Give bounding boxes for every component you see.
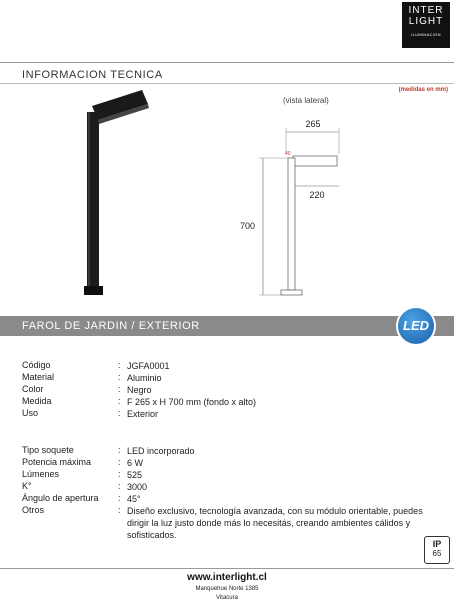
spec-separator: :	[118, 408, 121, 418]
spec-separator: :	[118, 396, 121, 406]
drawing-base	[281, 290, 302, 295]
bollard-base	[84, 286, 103, 295]
spec-value: 6 W	[127, 458, 144, 468]
spec-label: Medida	[22, 396, 52, 406]
spec-label: K°	[22, 481, 32, 491]
drawing-head	[293, 156, 337, 166]
section-title: INFORMACION TECNICA	[22, 69, 163, 81]
view-label: (vista lateral)	[283, 96, 329, 105]
section-divider	[0, 83, 454, 84]
spec-separator: :	[118, 505, 121, 515]
top-divider	[0, 62, 454, 63]
drawing-post	[288, 158, 295, 290]
brand-line2: LIGHT	[408, 16, 444, 27]
spec-value: 45°	[127, 494, 141, 504]
spec-label: Ángulo de apertura	[22, 493, 99, 503]
spec-value: Exterior	[127, 409, 159, 419]
units-note: (medidas en mm)	[398, 87, 448, 93]
spec-label: Tipo soquete	[22, 445, 74, 455]
spec-value: Negro	[127, 385, 152, 395]
spec-separator: :	[118, 493, 121, 503]
spec-label: Otros	[22, 505, 45, 515]
footer-divider	[0, 568, 454, 569]
product-category: FAROL DE JARDIN / EXTERIOR	[22, 320, 200, 332]
spec-separator: :	[118, 360, 121, 370]
spec-separator: :	[118, 384, 121, 394]
spec-value: JGFA0001	[127, 361, 170, 371]
brand-line1: INTER	[408, 5, 444, 16]
technical-drawing	[230, 110, 350, 302]
brand-line3: ILUMINACION	[411, 32, 441, 37]
spec-label: Lúmenes	[22, 469, 60, 479]
spec-value: F 265 x H 700 mm (fondo x alto)	[127, 397, 257, 407]
product-image	[70, 86, 160, 300]
brand-logo	[402, 2, 450, 48]
footer-address-line2: Vitacura	[216, 595, 238, 601]
spec-separator: :	[118, 457, 121, 467]
dim-265-label: 265	[305, 119, 321, 129]
led-badge-icon: LED	[398, 308, 434, 344]
ip-label: IP	[432, 539, 442, 549]
spec-label: Uso	[22, 408, 39, 418]
spec-label: Material	[22, 372, 55, 382]
spec-label: Potencia máxima	[22, 457, 92, 467]
spec-separator: :	[118, 445, 121, 455]
spec-label: Código	[22, 360, 51, 370]
footer-address-line1: Manquehue Norte 1385	[195, 586, 259, 592]
spec-value: LED incorporado	[127, 446, 195, 456]
spec-value: Aluminio	[127, 373, 162, 383]
spec-separator: :	[118, 481, 121, 491]
website-link[interactable]: www.interlight.cl	[187, 572, 267, 583]
dim-220-label: 220	[309, 190, 325, 200]
spec-separator: :	[118, 469, 121, 479]
bollard-post-highlight	[88, 112, 90, 290]
spec-label: Color	[22, 384, 44, 394]
ip-value: 65	[432, 549, 442, 558]
spec-value: Diseño exclusivo, tecnología avanzada, con su módulo orientable, puedes dirigir la luz justo donde más lo necesitás, creando ambientes cálidos y sofisticados.	[127, 506, 423, 540]
ip-rating-badge-icon	[424, 536, 450, 564]
spec-value: 3000	[127, 482, 148, 492]
spec-separator: :	[118, 372, 121, 382]
dim-40-label: 40	[285, 151, 291, 157]
spec-value: 525	[127, 470, 143, 480]
dim-700-label: 700	[240, 221, 256, 231]
